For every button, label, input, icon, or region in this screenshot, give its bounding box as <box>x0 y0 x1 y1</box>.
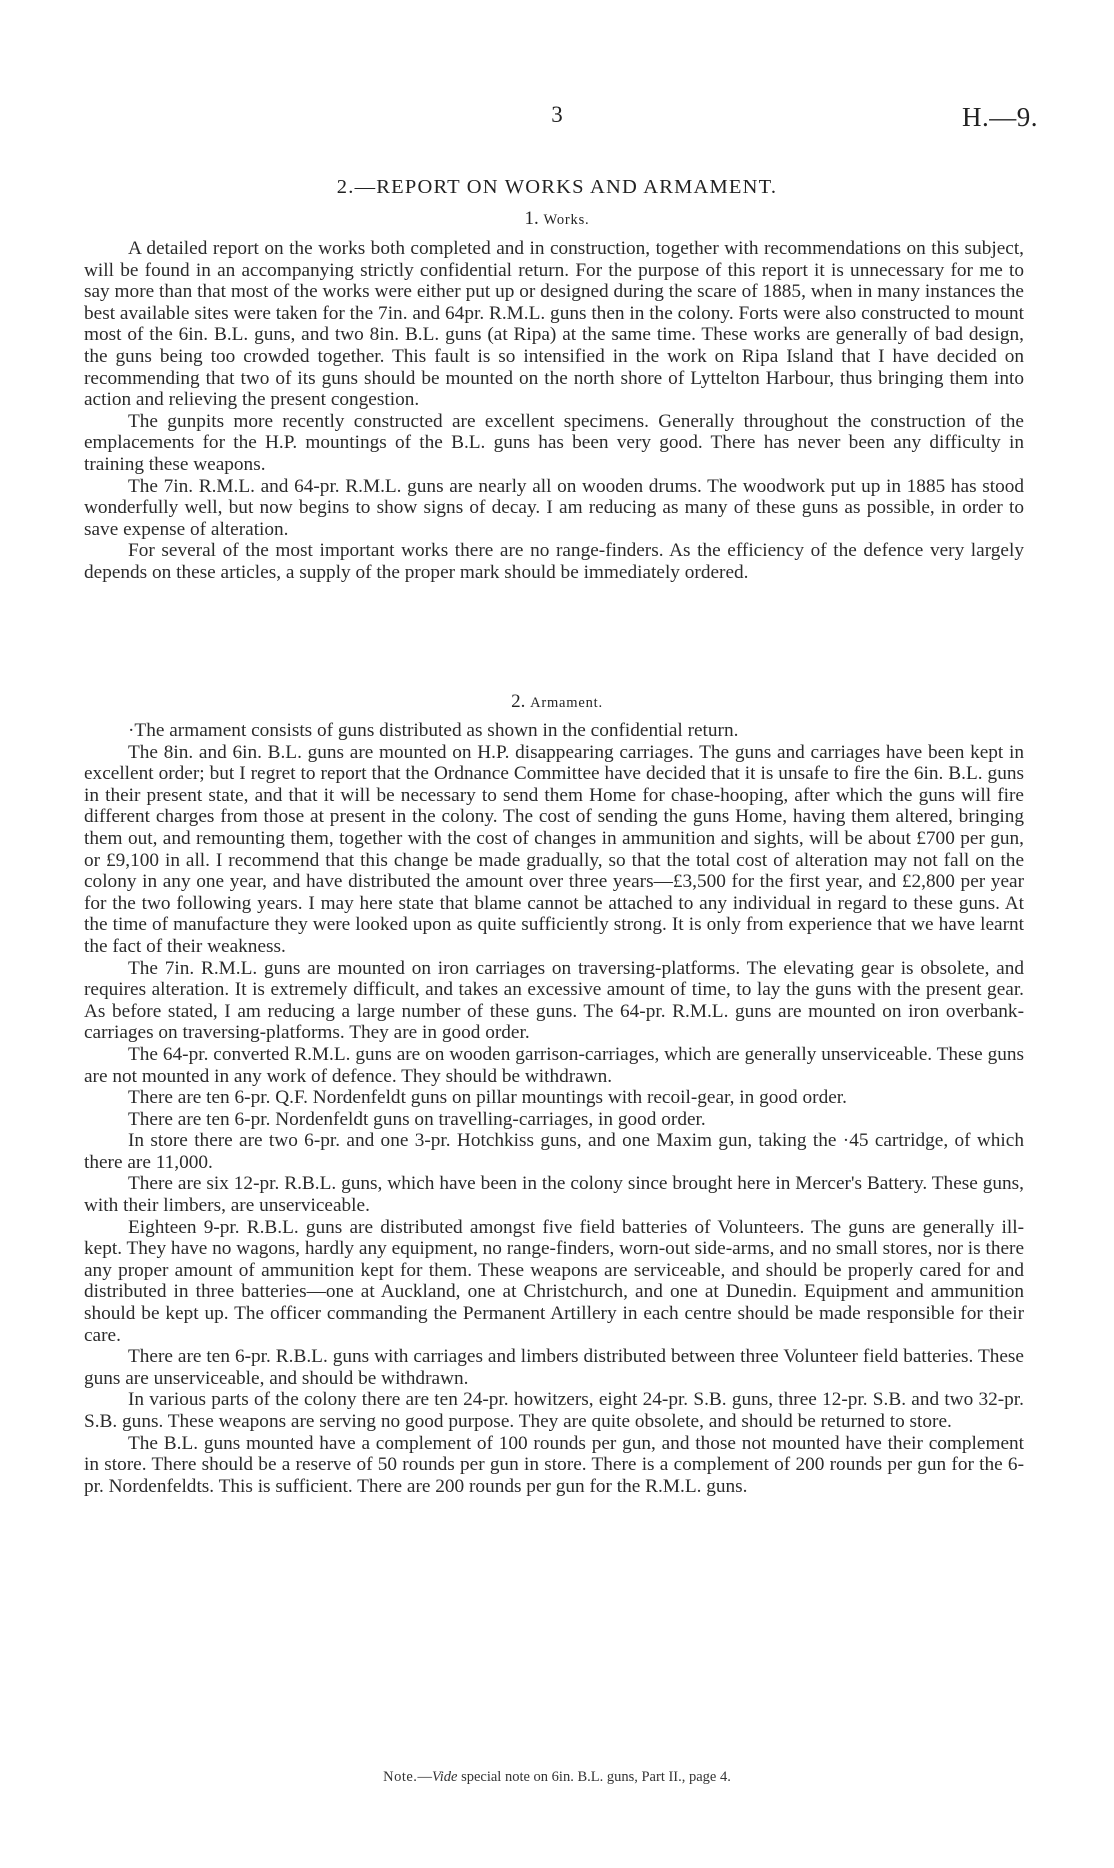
paragraph: The 7in. R.M.L. and 64-pr. R.M.L. guns are nearly all on wooden drums. The woodwork put up in 1885 has stood wonderfully well, but now begins to show signs of decay. I am reducing as many of these guns as possible, in order to save expense of alteration. <box>84 475 1024 540</box>
footnote-label: Note. <box>383 1769 418 1785</box>
footnote <box>0 1769 1114 1786</box>
paragraph: There are ten 6-pr. Q.F. Nordenfeldt guns on pillar mountings with recoil-gear, in good order. <box>128 1087 847 1109</box>
paragraph: In various parts of the colony there are ten 24-pr. howitzers, eight 24-pr. S.B. guns, three 12-pr. S.B. and two 32-pr. S.B. guns. These weapons are serving no good purpose. They are quite obsolete, and should be returned to store. <box>84 1389 1024 1432</box>
footnote-vide: Vide <box>431 1769 458 1785</box>
section-heading-armament <box>0 691 1114 713</box>
section-number: 1. <box>524 208 539 229</box>
paragraph: The 64-pr. converted R.M.L. guns are on wooden garrison-carriages, which are generally unserviceable. These guns are not mounted in any work of defence. They should be withdrawn. <box>84 1043 1024 1087</box>
page-number: 3 <box>551 102 563 127</box>
paragraph: The gunpits more recently constructed are excellent specimens. Generally throughout the construction of the emplacements for the H.P. mountings of the B.L. guns has been very good. There has never been any difficulty in training these weapons. <box>84 410 1024 475</box>
paragraph: The 8in. and 6in. B.L. guns are mounted on H.P. disappearing carriages. The guns and carriages have been kept in excellent order; but I regret to report that the Ordnance Committee have decided that it is unsafe to fire the 6in. B.L. guns in their present state, and that it will be necessary to send them Home for chase-hooping, after which the guns will fire different charges from those at present in the colony. The cost of sending the guns Home, having them altered, bringing them out, and remounting them, together with the cost of changes in ammunition and sights, will be about £700 per gun, or £9,100 in all. I recommend that this change be made gradually, so that the total cost of alteration may not fall on the colony in any one year, and have distributed the amount over three years—£3,500 for the first year, and £2,800 per year for the two following years. I may here state that blame cannot be attached to any individual in regard to these guns. At the time of manufacture they were looked upon as quite sufficiently strong. It is only from experience that we have learnt the fact of their weakness. <box>84 741 1024 957</box>
paragraph: Eighteen 9-pr. R.B.L. guns are distributed amongst five field batteries of Volunteers. The guns are generally ill-kept. They have no wagons, hardly any equipment, no range-finders, worn-out side-arms, and no small stores, nor is there any proper amount of ammunition kept for them. These weapons are serviceable, and should be properly cared for and distributed in three batteries—one at Auckland, one at Christchurch, and one at Dunedin. Equipment and ammunition should be kept up. The officer commanding the Permanent Artillery in each centre should be made responsible for their care. <box>84 1216 1024 1346</box>
paragraph: There are six 12-pr. R.B.L. guns, which have been in the colony since brought here in Mercer's Battery. These guns, with their limbers, are unserviceable. <box>84 1173 1024 1217</box>
section-number: 2. <box>511 691 526 712</box>
paragraph: For several of the most important works there are no range-finders. As the efficiency of the defence very largely depends on these articles, a supply of the proper mark should be immediately ordered. <box>84 540 1024 583</box>
report-title: 2.—REPORT ON WORKS AND ARMAMENT. <box>336 176 778 198</box>
footnote-text: special note on 6in. B.L. guns, Part II., page 4. <box>457 1769 731 1785</box>
paragraph: A detailed report on the works both completed and in construction, together with recommendations on this subject, will be found in an accompanying strictly confidential return. For the purpose of this report it is unnecessary for me to say more than that most of the works were either put up or designed during the scare of 1885, when in many instances the best available sites were taken for the 7in. and 64pr. R.M.L. guns then in the colony. Forts were also constructed to mount most of the 6in. B.L. guns, and two 8in. B.L. guns (at Ripa) at the same time. These works are generally of bad design, the guns being too crowded together. This fault is so intensified in the work on Ripa Island that I have decided on recommending that two of its guns should be mounted on the north shore of Lyttelton Harbour, thus bringing them into action and relieving the present congestion. <box>84 238 1024 411</box>
paragraph: There are ten 6-pr. R.B.L. guns with carriages and limbers distributed between three Volunteer field batteries. These guns are unserviceable, and should be withdrawn. <box>84 1346 1024 1389</box>
paragraph: In store there are two 6-pr. and one 3-pr. Hotchkiss guns, and one Maxim gun, taking the ·45 cartridge, of which there are 11,000. <box>84 1130 1024 1173</box>
armament-body <box>84 720 1024 1497</box>
footnote-dash: — <box>417 1769 432 1785</box>
section-heading-works <box>0 208 1114 230</box>
paragraph: The 7in. R.M.L. guns are mounted on iron carriages on traversing-platforms. The elevating gear is obsolete, and requires alteration. It is extremely difficult, and takes an excessive amount of time, to lay the guns with the present gear. As before stated, I am reducing a large number of these guns. The 64-pr. R.M.L. guns are mounted on iron overbank-carriages on traversing-platforms. They are in good order. <box>84 957 1024 1044</box>
paragraph: ·The armament consists of guns distributed as shown in the confidential return. <box>128 720 739 741</box>
paragraph: The B.L. guns mounted have a complement of 100 rounds per gun, and those not mounted have their complement in store. There should be a reserve of 50 rounds per gun in store. There is a complement of 200 rounds per gun for the 6-pr. Nordenfeldts. This is sufficient. There are 200 rounds per gun for the R.M.L. guns. <box>84 1432 1024 1497</box>
paragraph: There are ten 6-pr. Nordenfeldt guns on travelling-carriages, in good order. <box>128 1108 706 1130</box>
works-body <box>84 238 1024 584</box>
section-title: Armament. <box>530 695 603 711</box>
document-reference: H.—9. <box>962 102 1038 132</box>
section-title: Works. <box>543 212 590 228</box>
